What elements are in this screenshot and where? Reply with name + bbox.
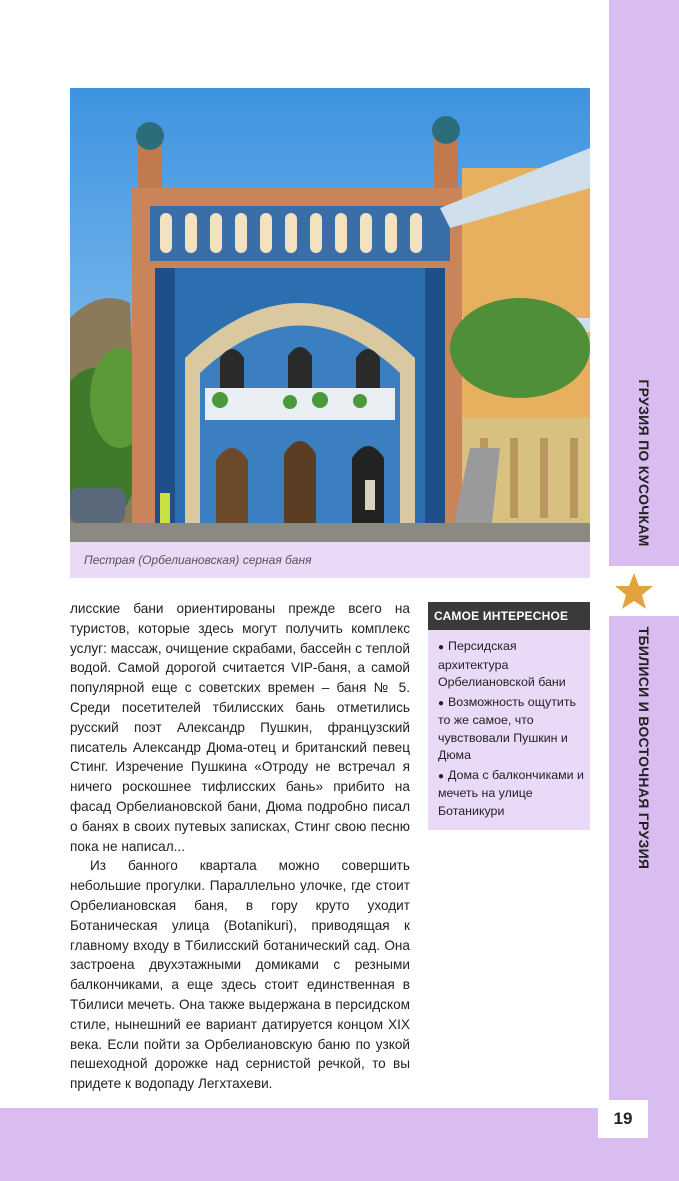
bathhouse-photo [70,88,590,542]
photo-caption: Пестрая (Орбелиановская) серная баня [70,542,590,578]
highlights-list [428,630,590,820]
highlights-box [428,602,590,830]
section-title: ГРУЗИЯ ПО КУСОЧКАМ [636,379,652,547]
star-tab [609,566,679,616]
paragraph: Из банного квартала можно совершить небольшие прогулки. Параллельно улочке, где стоит Орбелиановская баня, в гору круто уходит Ботаническая улица (Botanikuri), приводящая к главному входу в Тбилисский ботанический сад. Она застроена двухэтажными домиками с резными балкончиками, а еще здесь стоит единственная в Тбилиси мечеть. Она также выдержана в персидском стиле, нынешний ее вариант датируется концом XIX века. Если пойти за Орбелиановскую баню по узкой пешеходной дорожке над сернистой речкой, то вы придете к водопаду Легхтахеви. [70,858,410,1092]
star-icon [613,570,655,612]
chapter-title: ТБИЛИСИ И ВОСТОЧНАЯ ГРУЗИЯ [636,626,652,870]
list-item: ● Дома с балкончиками и мечеть на улице Ботаникури [438,767,584,818]
list-item: ● Персидская архитектура Орбелиановской бани [438,639,566,689]
body-text [70,599,410,1094]
bullet-icon: ● [438,770,445,782]
highlights-title: САМОЕ ИНТЕРЕСНОЕ [428,602,590,630]
bullet-icon: ● [438,697,445,709]
list-item: ● Возможность ощутить то же самое, что чувствовали Пушкин и Дюма [438,694,576,762]
bottom-band [0,1108,679,1181]
page-number: 19 [598,1100,648,1138]
paragraph: лисские бани ориентированы прежде всего на туристов, которые здесь могут получить комплекс услуг: массаж, очищение скрабами, бассейн с теплой водой. Самой дорогой считается VIP-баня, а самой популярной еще с советских времен – баня № 5. Среди посетителей тбилисских бань отметились русский поэт Александр Пушкин, французский писатель Александр Дюма-отец и британский певец Стинг. Изречение Пушкина «Отроду не встречал я ничего роскошнее тифлисских бань» прибито на фасад Орбелиановской бани, Дюма подробно писал о банях в своих путевых записках, Стинг свою песню пока не написал... [70,601,410,854]
bullet-icon: ● [438,642,445,653]
